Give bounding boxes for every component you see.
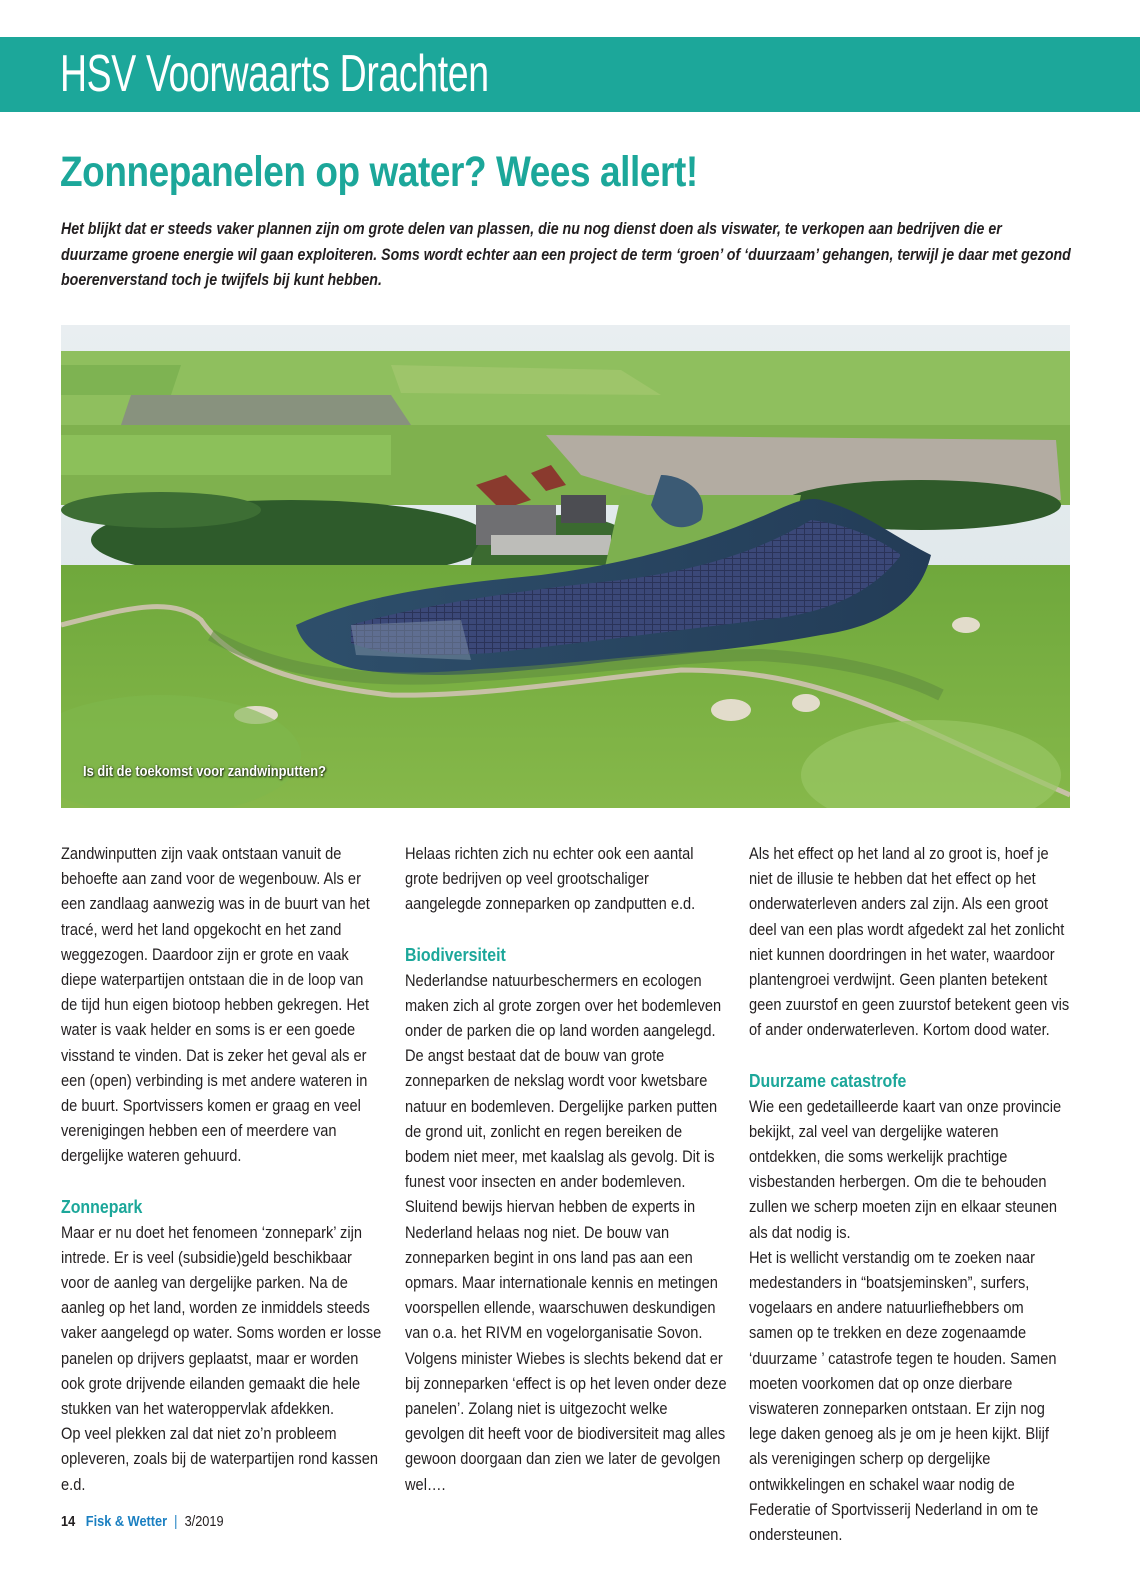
paragraph: Het is wellicht verstandig om te zoeken naar medestanders in “boatsjeminsken”, surfers, vogelaars en andere natuurliefhebbers om samen op te trekken en deze zogenaamde ‘duurzame ’ catastrofe tegen te houden. Samen moeten voorkomen dat op onze dierbare viswateren zonneparken ontstaan. Er zijn nog lege daken genoeg als je om je heen kijkt. Blijf als verenigingen scherp op dergelijke ontwikkelingen en schakel waar nodig de Federatie of Sportvisserij Nederland in om te ondersteunen. [749, 1247, 1057, 1545]
issue-number: 3/2019 [184, 1514, 224, 1530]
subheading-duurzame-catastrofe: Duurzame catastrofe [749, 1069, 907, 1091]
aerial-solar-lake-image [61, 325, 1070, 808]
article-column-1 [61, 841, 384, 1497]
article-intro: Het blijkt dat er steeds vaker plannen zijn om grote delen van plassen, die nu nog dienst doen als viswater, te verkopen aan bedrijven die er duurzame groene energie wil gaan exploiteren. Soms wordt echter aan een project de term ‘groen’ of ‘duurzaam’ gehangen, terwijl je daar met gezond boerenverstand toch je twijfels bij kunt hebben. [61, 220, 1071, 289]
paragraph: Sluitend bewijs hiervan hebben de experts in Nederland helaas nog niet. De bouw van zonneparken begint in ons land pas aan een opmars. Maar internationale kennis en metingen voorspellen ellende, waarschuwen deskundigen van o.a. het RIVM en vogelorganisatie Sovon. Volgens minister Wiebes is slechts bekend dat er bij zonneparken ‘effect is op het leven onder deze panelen’. Zolang niet is uitgezocht welke gevolgen dit heeft voor de biodiversiteit mag alles gewoon doorgaan dan zien we later de gevolgen wel…. [405, 1197, 727, 1494]
photo-caption: Is dit de toekomst voor zandwinputten? [83, 763, 326, 780]
article-column-3 [749, 841, 1072, 1547]
article-column-2 [405, 841, 728, 1497]
subheading-biodiversiteit: Biodiversiteit [405, 943, 506, 965]
article-photo [61, 325, 1070, 808]
footer-separator: | [174, 1514, 178, 1530]
paragraph: Zandwinputten zijn vaak ontstaan vanuit de behoefte aan zand voor de wegenbouw. Als er een zandlaag aanwezig was in de buurt van het tracé, werd het land opgekocht en het zand weggezogen. Daardoor zijn er grote en vaak diepe waterpartijen ontstaan die in de loop van de tijd hun eigen biotoop hebben gekregen. Het water is vaak helder en soms is er een goede visstand te vinden. Dat is zeker het geval als er een (open) verbinding is met andere wateren in de buurt. Sportvissers komen er graag en veel verenigingen hebben een of meerdere van dergelijke wateren gehuurd. [61, 844, 370, 1166]
section-banner [0, 37, 1140, 112]
paragraph: Als het effect op het land al zo groot is, hoef je niet de illusie te hebben dat het effect op het onderwaterleven anders zal zijn. Als een groot deel van een plas wordt afgedekt zal het zonlicht niet kunnen doordringen in het water, waardoor plantengroei verdwijnt. Geen planten betekent geen zuurstof en geen zuurstof betekent geen vis of ander onderwaterleven. Kortom dood water. [749, 844, 1070, 1040]
paragraph: Wie een gedetailleerde kaart van onze provincie bekijkt, zal veel van dergelijke wateren ontdekken, die soms werkelijk prachtige visbestanden herbergen. Om die te behouden zullen we scherp moeten zijn en elkaar steunen als dat nodig is. [749, 1096, 1062, 1242]
page-footer [61, 1514, 224, 1530]
paragraph: Maar er nu doet het fenomeen ‘zonnepark’ zijn intrede. Er is veel (subsidie)geld beschikbaar voor de aanleg van dergelijke parken. Na de aanleg op het land, worden ze inmiddels steeds vaker aangelegd op water. Soms worden er losse panelen op drijvers geplaatst, maar er worden ook grote drijvende eilanden gemaakt die hele stukken van het wateroppervlak afdekken. [61, 1222, 382, 1419]
magazine-name: Fisk & Wetter [85, 1514, 168, 1530]
paragraph: Helaas richten zich nu echter ook een aantal grote bedrijven op veel grootschaliger aangelegde zonneparken op zandputten e.d. [405, 844, 696, 914]
article-headline: Zonnepanelen op water? Wees allert! [60, 148, 698, 196]
subheading-zonnepark: Zonnepark [61, 1195, 143, 1217]
page-number: 14 [61, 1514, 76, 1530]
paragraph: Nederlandse natuurbeschermers en ecologen maken zich al grote zorgen over het bodemleven onder de parken die op land worden aangelegd. De angst bestaat dat de bouw van grote zonneparken de nekslag wordt voor kwetsbare natuur en bodemleven. Dergelijke parken putten de grond uit, zonlicht en regen bereiken de bodem niet meer, met kaalslag als gevolg. Dit is funest voor insecten en ander bodemleven. [405, 970, 722, 1192]
paragraph: Op veel plekken zal dat niet zo’n probleem opleveren, zoals bij de waterpartijen rond kassen e.d. [61, 1424, 378, 1494]
section-title: HSV Voorwaarts Drachten [60, 45, 489, 103]
